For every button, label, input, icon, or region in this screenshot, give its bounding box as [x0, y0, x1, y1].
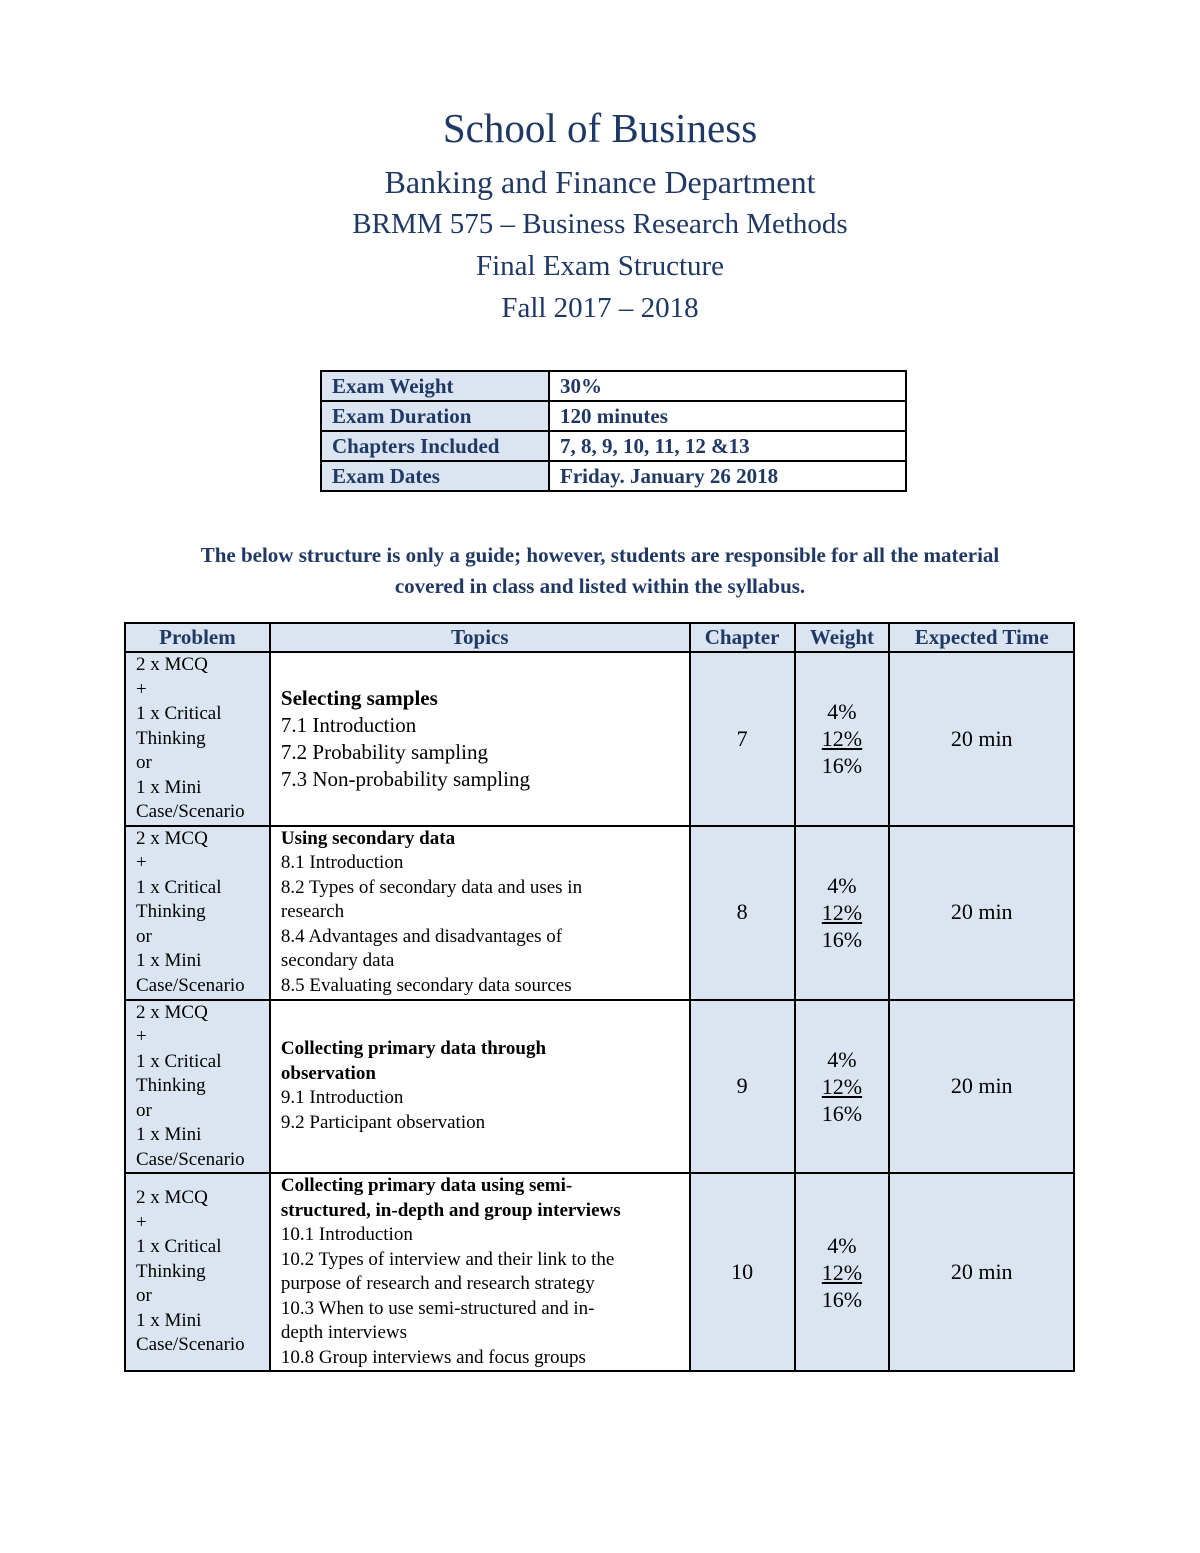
summary-label: Exam Weight [321, 371, 549, 401]
summary-label: Chapters Included [321, 431, 549, 461]
topic-item: 10.3 When to use semi-structured and in- [280, 1297, 595, 1319]
problem-line: 1 x Mini [136, 950, 202, 971]
topic-title: observation [280, 1062, 376, 1084]
weight-mcq: 4% [827, 1046, 857, 1072]
time-cell: 20 min [889, 652, 1074, 826]
header-chapter: Chapter [690, 623, 795, 652]
problem-line: 2 x MCQ [136, 1187, 208, 1209]
guide-note-line: covered in class and listed within the syllabus. [394, 574, 806, 598]
topic-title: Collecting primary data through [280, 1038, 547, 1060]
weight-cell [795, 826, 890, 1000]
guide-note [100, 540, 1100, 602]
topic-item: secondary data [280, 950, 395, 972]
weight-cell [795, 652, 890, 826]
chapter-cell: 10 [690, 1173, 795, 1371]
summary-label: Exam Dates [321, 461, 549, 491]
topics-cell [270, 826, 690, 1000]
topic-item: 8.2 Types of secondary data and uses in [280, 876, 583, 898]
weight-total: 16% [821, 753, 863, 779]
topic-item: 8.1 Introduction [280, 852, 404, 874]
problem-line: 1 x Mini [136, 776, 202, 798]
summary-row [321, 401, 906, 431]
problem-cell [125, 1000, 270, 1174]
problem-line: 2 x MCQ [136, 654, 208, 675]
problem-line: 1 x Critical [136, 876, 222, 898]
problem-line: 1 x Critical [136, 1236, 222, 1258]
problem-line: Thinking [136, 1075, 206, 1096]
problem-line: Case/Scenario [136, 974, 245, 996]
exam-summary-table [320, 370, 907, 492]
weight-cell [795, 1000, 890, 1174]
weight-alt: 12% [821, 1259, 863, 1285]
topic-item: 8.5 Evaluating secondary data sources [280, 974, 572, 996]
weight-alt: 12% [821, 726, 863, 752]
problem-line: or [136, 1285, 152, 1307]
summary-row [321, 461, 906, 491]
chapter-cell: 8 [690, 826, 795, 1000]
weight-alt: 12% [821, 900, 863, 925]
summary-value: 30% [549, 371, 906, 401]
time-cell: 20 min [889, 1173, 1074, 1371]
problem-line: + [136, 852, 147, 873]
problem-line: Thinking [136, 1260, 206, 1282]
summary-label: Exam Duration [321, 401, 549, 431]
document-title: Final Exam Structure [475, 250, 725, 282]
problem-line: or [136, 1099, 152, 1121]
problem-line: + [136, 1211, 147, 1233]
problem-line: Thinking [136, 727, 206, 749]
problem-line: Case/Scenario [136, 1334, 245, 1356]
table-row [125, 826, 1074, 1000]
topics-cell [270, 1173, 690, 1371]
problem-line: 1 x Mini [136, 1124, 202, 1145]
table-header-row [125, 623, 1074, 652]
summary-row [321, 431, 906, 461]
problem-line: Case/Scenario [136, 801, 245, 822]
exam-structure-table [124, 622, 1075, 1372]
weight-cell [795, 1173, 890, 1371]
topic-title: Collecting primary data using semi- [280, 1175, 573, 1196]
problem-line: 1 x Critical [136, 703, 222, 724]
department-title: Banking and Finance Department [384, 164, 816, 200]
problem-line: 1 x Mini [136, 1309, 202, 1331]
weight-total: 16% [821, 1100, 863, 1126]
school-title: School of Business [442, 105, 758, 151]
topics-cell [270, 652, 690, 826]
problem-cell [125, 826, 270, 1000]
weight-alt: 12% [821, 1073, 863, 1099]
course-title: BRMM 575 – Business Research Methods [352, 208, 848, 240]
chapter-cell: 9 [690, 1000, 795, 1174]
problem-line: or [136, 925, 152, 947]
problem-cell [125, 652, 270, 826]
problem-line: + [136, 678, 147, 700]
time-cell: 20 min [889, 826, 1074, 1000]
weight-total: 16% [821, 927, 863, 952]
header-time: Expected Time [889, 623, 1074, 652]
weight-total: 16% [821, 1286, 863, 1312]
topic-item: purpose of research and research strategy [280, 1273, 595, 1294]
weight-mcq: 4% [827, 699, 857, 725]
guide-note-line: The below structure is only a guide; however, students are responsible for all the material [200, 543, 1000, 567]
topic-item: 10.1 Introduction [280, 1224, 413, 1245]
topic-item: 9.2 Participant observation [280, 1111, 486, 1133]
topic-item: 10.8 Group interviews and focus groups [280, 1346, 586, 1368]
topics-cell [270, 1000, 690, 1174]
problem-line: 2 x MCQ [136, 1001, 208, 1023]
header-topics: Topics [270, 623, 690, 652]
problem-line: 1 x Critical [136, 1050, 222, 1072]
time-cell: 20 min [889, 1000, 1074, 1174]
table-row [125, 1000, 1074, 1174]
summary-value: 7, 8, 9, 10, 11, 12 &13 [549, 431, 906, 461]
problem-line: + [136, 1026, 147, 1047]
topic-item: 7.1 Introduction [280, 712, 417, 737]
topic-item: depth interviews [280, 1322, 407, 1343]
topic-item: 9.1 Introduction [280, 1087, 404, 1109]
problem-line: Thinking [136, 901, 206, 922]
term-title: Fall 2017 – 2018 [501, 292, 699, 324]
topic-title: Selecting samples [280, 685, 438, 710]
problem-line: 2 x MCQ [136, 827, 208, 849]
topic-title: structured, in-depth and group interviews [280, 1199, 621, 1221]
problem-line: or [136, 752, 152, 773]
weight-mcq: 4% [827, 1232, 857, 1258]
topic-item: 8.4 Advantages and disadvantages of [280, 925, 563, 947]
topic-title: Using secondary data [280, 827, 456, 849]
topic-item: research [280, 901, 345, 923]
problem-line: Case/Scenario [136, 1148, 245, 1170]
table-row [125, 1173, 1074, 1371]
table-row [125, 652, 1074, 826]
problem-cell [125, 1173, 270, 1371]
topic-item: 7.3 Non-probability sampling [280, 766, 530, 791]
topic-item: 10.2 Types of interview and their link to the [280, 1248, 615, 1270]
summary-value: Friday. January 26 2018 [549, 461, 906, 491]
topic-item: 7.2 Probability sampling [280, 739, 488, 764]
header-weight: Weight [795, 623, 890, 652]
summary-value: 120 minutes [549, 401, 906, 431]
header-problem: Problem [125, 623, 270, 652]
summary-row [321, 371, 906, 401]
chapter-cell: 7 [690, 652, 795, 826]
weight-mcq: 4% [827, 873, 857, 898]
